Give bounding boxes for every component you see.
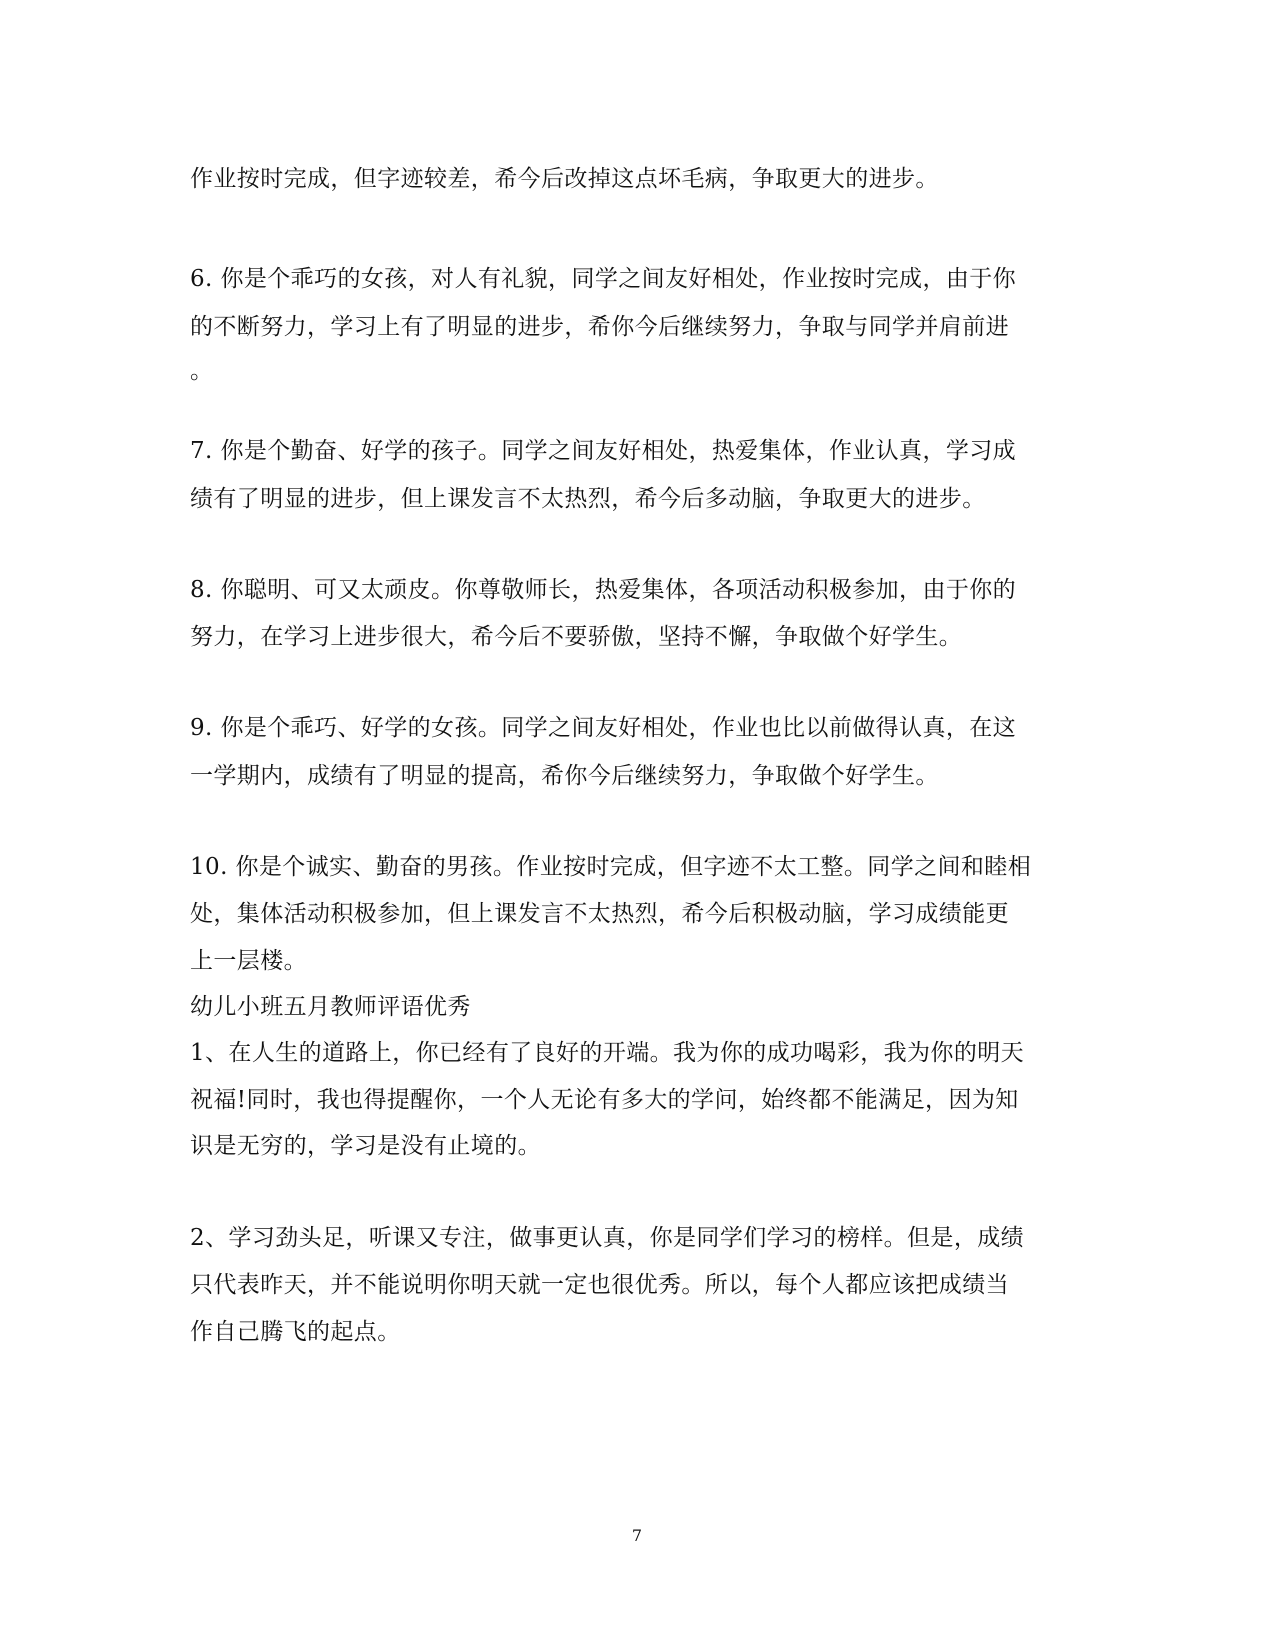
text-line: 努力，在学习上进步很大，希今后不要骄傲，坚持不懈，争取做个好学生。 <box>190 624 963 650</box>
text-line: 一学期内，成绩有了明显的提高，希你今后继续努力，争取做个好学生。 <box>190 763 939 789</box>
text-line: 的不断努力，学习上有了明显的进步，希你今后继续努力，争取与同学并肩前进 <box>190 314 1009 340</box>
page-number: 7 <box>631 1526 643 1545</box>
text-line: 处，集体活动积极参加，但上课发言不太热烈，希今后积极动脑，学习成绩能更 <box>190 901 1009 927</box>
text-line: 7. 你是个勤奋、好学的孩子。同学之间友好相处，热爱集体，作业认真，学习成 <box>190 438 1017 464</box>
text-line: 2、学习劲头足，听课又专注，做事更认真，你是同学们学习的榜样。但是，成绩 <box>190 1225 1025 1251</box>
text-line: 识是无穷的，学习是没有止境的。 <box>190 1133 541 1159</box>
text-line: 绩有了明显的进步，但上课发言不太热烈，希今后多动脑，争取更大的进步。 <box>190 486 986 512</box>
section-heading: 幼儿小班五月教师评语优秀 <box>190 994 471 1020</box>
text-line: 作自己腾飞的起点。 <box>190 1319 401 1345</box>
text-line: 6. 你是个乖巧的女孩，对人有礼貌，同学之间友好相处，作业按时完成，由于你 <box>190 266 1017 292</box>
text-line: 10. 你是个诚实、勤奋的男孩。作业按时完成，但字迹不太工整。同学之间和睦相 <box>190 854 1032 880</box>
text-line: 作业按时完成，但字迹较差，希今后改掉这点坏毛病，争取更大的进步。 <box>190 166 939 192</box>
text-line: 8. 你聪明、可又太顽皮。你尊敬师长，热爱集体，各项活动积极参加，由于你的 <box>190 577 1017 603</box>
text-line: 只代表昨天，并不能说明你明天就一定也很优秀。所以，每个人都应该把成绩当 <box>190 1272 1009 1298</box>
text-line: 。 <box>190 358 214 384</box>
text-line: 祝福!同时，我也得提醒你，一个人无论有多大的学问，始终都不能满足，因为知 <box>190 1087 1019 1113</box>
text-line: 1、在人生的道路上，你已经有了良好的开端。我为你的成功喝彩，我为你的明天 <box>190 1040 1025 1066</box>
text-line: 9. 你是个乖巧、好学的女孩。同学之间友好相处，作业也比以前做得认真，在这 <box>190 715 1017 741</box>
text-line: 上一层楼。 <box>190 948 307 974</box>
